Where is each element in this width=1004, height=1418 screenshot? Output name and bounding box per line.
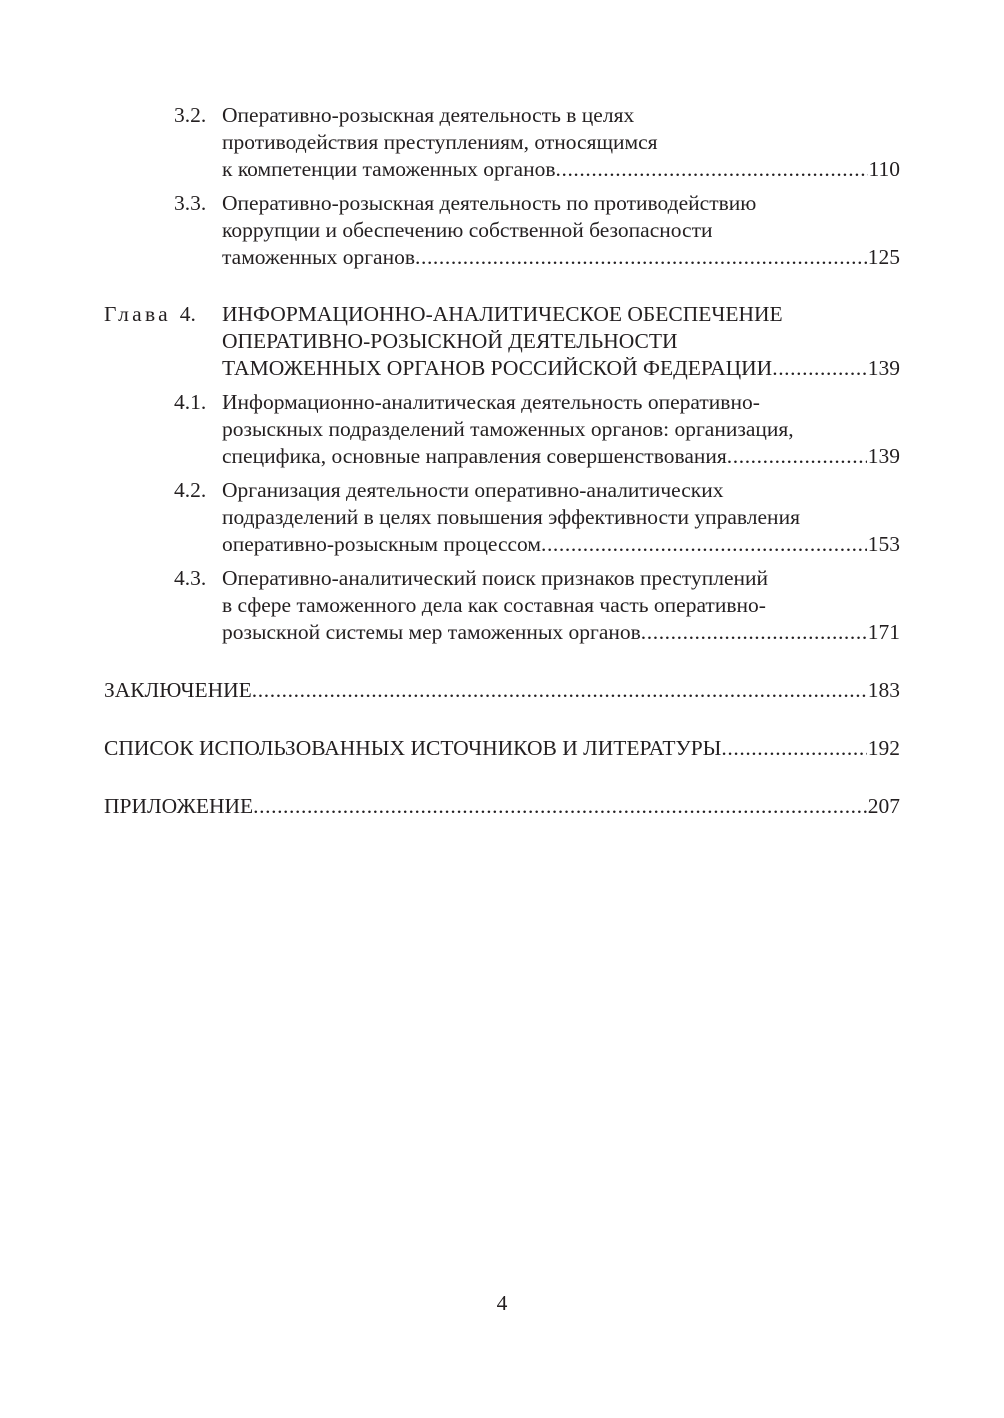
section-title-line-3: специфика, основные направления совершенствования [222, 444, 727, 468]
chapter-title-line-2: ОПЕРАТИВНО-РОЗЫСКНОЙ ДЕЯТЕЛЬНОСТИ [222, 329, 678, 353]
dot-leader [541, 531, 867, 558]
toc-entry-3-2[interactable] [104, 102, 900, 183]
dot-leader [253, 793, 867, 820]
toc-entry-4-3[interactable] [104, 565, 900, 646]
page-number: 4 [496, 1291, 508, 1315]
section-title-line-1: Оперативно-розыскная деятельность по противодействию [222, 191, 757, 215]
toc-entry-sources[interactable] [104, 735, 900, 762]
section-number: 4.2. [174, 478, 207, 502]
toc-entry-appendix[interactable] [104, 793, 900, 820]
section-title-line-2: в сфере таможенного дела как составная часть оперативно- [222, 593, 766, 617]
section-title-line-2: коррупции и обеспечению собственной безопасности [222, 218, 713, 242]
section-title-line-1: Оперативно-аналитический поиск признаков преступлений [222, 566, 769, 590]
section-title-line-3: розыскной системы мер таможенных органов [222, 620, 641, 644]
dot-leader [772, 355, 867, 382]
section-title-line-2: подразделений в целях повышения эффективности управления [222, 505, 800, 529]
section-title-line-3: к компетенции таможенных органов [222, 157, 556, 181]
page-ref: 125 [867, 245, 900, 269]
section-number: 4.3. [174, 566, 207, 590]
page-ref: 171 [867, 620, 900, 644]
section-title-line-3: оперативно-розыскным процессом [222, 532, 541, 556]
section-title-line-1: Информационно-аналитическая деятельность оперативно- [222, 390, 760, 414]
section-title-line-2: противодействия преступлениям, относящимся [222, 130, 658, 154]
dot-leader [252, 677, 867, 704]
section-title-line-2: розыскных подразделений таможенных органов: организация, [222, 417, 794, 441]
appendix-title: ПРИЛОЖЕНИЕ [104, 794, 254, 818]
chapter-label: Глава [104, 302, 171, 326]
page-ref: 192 [867, 736, 900, 760]
toc-entry-chapter-4[interactable] [104, 301, 900, 382]
chapter-number [104, 301, 196, 328]
section-title-line-3: таможенных органов [222, 245, 415, 269]
section-number: 4.1. [174, 390, 207, 414]
table-of-contents [104, 102, 900, 820]
conclusion-title: ЗАКЛЮЧЕНИЕ [104, 678, 252, 702]
page-ref: 110 [868, 157, 900, 181]
dot-leader [641, 619, 867, 646]
page-ref: 153 [867, 532, 900, 556]
page-ref: 183 [867, 678, 900, 702]
toc-entry-3-3[interactable] [104, 190, 900, 271]
toc-entry-conclusion[interactable] [104, 677, 900, 704]
dot-leader [727, 443, 867, 470]
section-title-line-1: Оперативно-розыскная деятельность в целях [222, 103, 635, 127]
section-number: 3.3. [174, 191, 207, 215]
section-title-line-1: Организация деятельности оперативно-аналитических [222, 478, 724, 502]
dot-leader [415, 244, 867, 271]
chapter-num: 4. [179, 302, 196, 326]
section-number: 3.2. [174, 103, 207, 127]
sources-title: СПИСОК ИСПОЛЬЗОВАННЫХ ИСТОЧНИКОВ И ЛИТЕРАТУРЫ [104, 736, 722, 760]
dot-leader [721, 735, 866, 762]
chapter-title-line-1: ИНФОРМАЦИОННО-АНАЛИТИЧЕСКОЕ ОБЕСПЕЧЕНИЕ [222, 302, 783, 326]
page-ref: 207 [867, 794, 900, 818]
toc-entry-4-1[interactable] [104, 389, 900, 470]
toc-entry-4-2[interactable] [104, 477, 900, 558]
chapter-title-line-3: ТАМОЖЕННЫХ ОРГАНОВ РОССИЙСКОЙ ФЕДЕРАЦИИ [222, 356, 773, 380]
page-ref: 139 [867, 444, 900, 468]
page-ref: 139 [867, 356, 900, 380]
dot-leader [556, 156, 868, 183]
